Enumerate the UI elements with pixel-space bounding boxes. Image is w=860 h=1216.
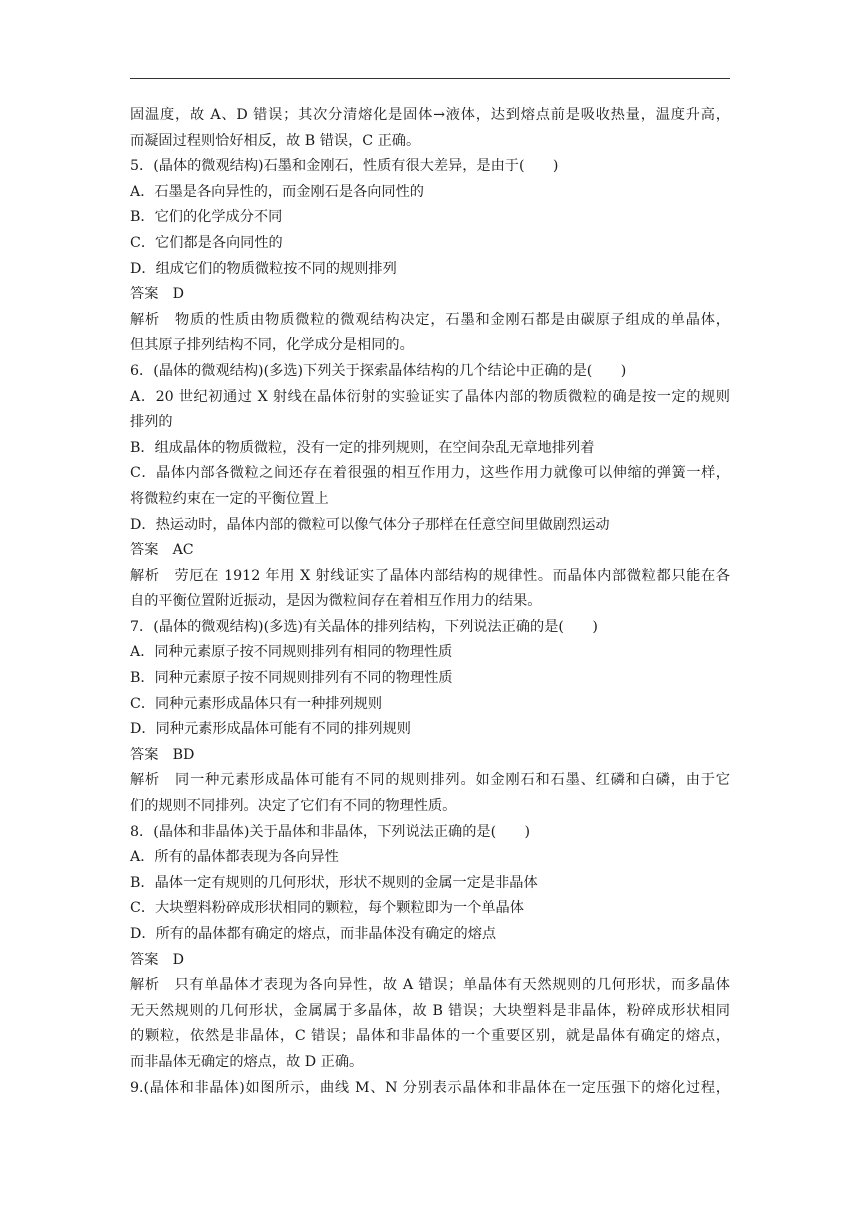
option-line: B．组成晶体的物质微粒，没有一定的排列规则，在空间杂乱无章地排列着 <box>130 439 595 456</box>
answer-line: 答案 AC <box>130 542 194 559</box>
option-line: C．大块塑料粉碎成形状相同的颗粒，每个颗粒即为一个单晶体 <box>130 900 524 917</box>
header-rule <box>130 78 730 79</box>
option-line: 将微粒约束在一定的平衡位置上 <box>130 490 329 507</box>
option-line: D．同种元素形成晶体可能有不同的排列规则 <box>130 721 411 738</box>
option-line: D．所有的晶体都有确定的熔点，而非晶体没有确定的熔点 <box>130 926 497 942</box>
answer-line: 答案 BD <box>130 746 195 763</box>
solution-line: 自的平衡位置附近振动，是因为微粒间存在着相互作用力的结果。 <box>130 593 542 610</box>
solution-line: 但其原子排列结构不同，化学成分是相同的。 <box>130 337 414 354</box>
solution-line: 无天然规则的几何形状，金属属于多晶体，故 B 错误；大块塑料是非晶体，粉碎成形状相同 <box>130 1002 730 1019</box>
option-line: A．所有的晶体都表现为各向异性 <box>130 849 339 866</box>
option-line: B．它们的化学成分不同 <box>130 209 283 226</box>
solution-line: 们的规则不同排列。决定了它们有不同的物理性质。 <box>130 798 457 815</box>
answer-line: 答案 D <box>130 951 184 968</box>
question-stem: 7．(晶体的微观结构)(多选)有关晶体的排列结构，下列说法正确的是( ) <box>130 618 598 635</box>
solution-line: 解析 物质的性质由物质微粒的微观结构决定，石墨和金刚石都是由碳原子组成的单晶体， <box>130 311 730 328</box>
option-line: B．同种元素原子按不同规则排列有不同的物理性质 <box>130 670 453 687</box>
question-stem: 8．(晶体和非晶体)关于晶体和非晶体，下列说法正确的是( ) <box>130 823 531 840</box>
option-line: 排列的 <box>130 414 173 431</box>
question-stem: 9.(晶体和非晶体)如图所示，曲线 M、N 分别表示晶体和非晶体在一定压强下的熔化过程， <box>130 1079 730 1096</box>
solution-line: 解析 同一种元素形成晶体可能有不同的规则排列。如金刚石和石墨、红磷和白磷，由于它 <box>130 772 730 789</box>
solution-line: 解析 只有单晶体才表现为各向异性，故 A 错误；单晶体有天然规则的几何形状，而多晶体 <box>130 977 730 994</box>
solution-line: 的颗粒，依然是非晶体，C 错误；晶体和非晶体的一个重要区别，就是晶体有确定的熔点， <box>130 1028 730 1045</box>
option-line: C．晶体内部各微粒之间还存在着很强的相互作用力，这些作用力就像可以伸缩的弹簧一样， <box>130 465 730 482</box>
option-line: D．组成它们的物质微粒按不同的规则排列 <box>130 260 397 277</box>
answer-line: 答案 D <box>130 286 184 303</box>
option-line: C．同种元素形成晶体只有一种排列规则 <box>130 695 383 712</box>
question-stem: 6．(晶体的微观结构)(多选)下列关于探索晶体结构的几个结论中正确的是( ) <box>130 362 627 379</box>
text-line: 固温度，故 A、D 错误；其次分清熔化是固体→液体，达到熔点前是吸收热量，温度升高， <box>130 107 730 123</box>
question-stem: 5．(晶体的微观结构)石墨和金刚石，性质有很大差异，是由于( ) <box>130 158 559 175</box>
option-line: A．同种元素原子按不同规则排列有相同的物理性质 <box>130 644 453 661</box>
option-line: C．它们都是各向同性的 <box>130 234 283 251</box>
option-line: D．热运动时，晶体内部的微粒可以像气体分子那样在任意空间里做剧烈运动 <box>130 516 610 533</box>
text-line: 而凝固过程则恰好相反，故 B 错误，C 正确。 <box>130 132 421 149</box>
option-line: A．20 世纪初通过 X 射线在晶体衍射的实验证实了晶体内部的物质微粒的确是按一定的规则 <box>130 388 730 405</box>
solution-line: 而非晶体无确定的熔点，故 D 正确。 <box>130 1053 364 1070</box>
option-line: A．石墨是各向异性的，而金刚石是各向同性的 <box>130 183 424 200</box>
solution-line: 解析 劳厄在 1912 年用 X 射线证实了晶体内部结构的规律性。而晶体内部微粒都只能在各 <box>130 567 730 584</box>
page-body <box>130 103 730 1101</box>
option-line: B．晶体一定有规则的几何形状，形状不规则的金属一定是非晶体 <box>130 874 538 891</box>
